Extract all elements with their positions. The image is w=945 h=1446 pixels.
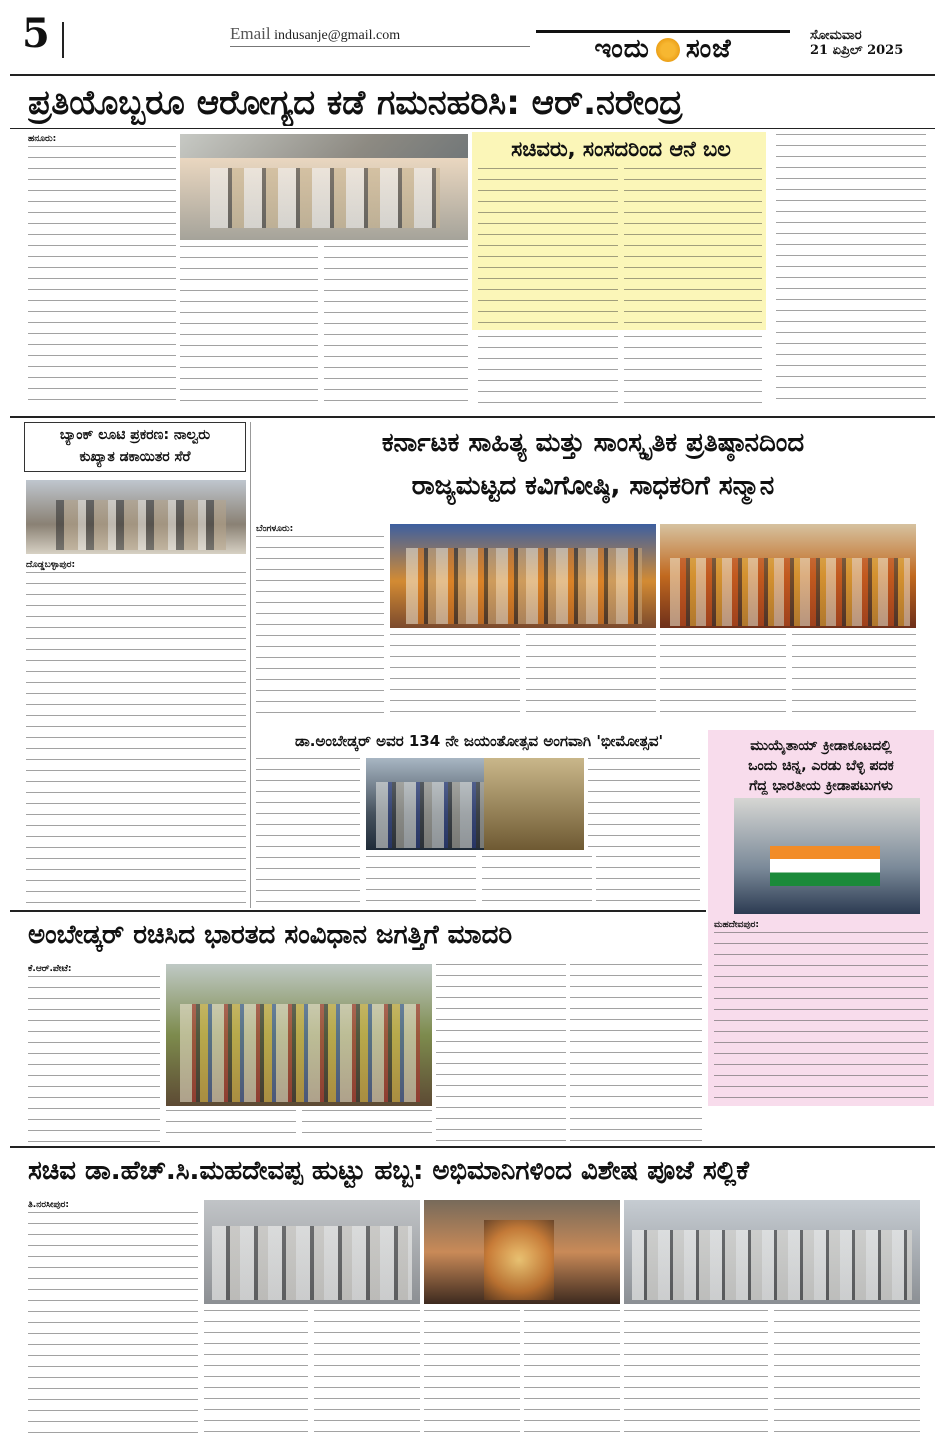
story7-text-col4 (436, 964, 566, 1142)
story6-headline-line1: ಮುಯೈತಾಯ್ ಕ್ರೀಡಾಕೂಟದಲ್ಲಿ (750, 738, 892, 754)
story6-dateline: ಮಹದೇವಪುರ: (714, 920, 760, 930)
story7-headline: ಅಂಬೇಡ್ಕರ್ ರಚಿಸಿದ ಭಾರತದ ಸಂವಿಧಾನ ಜಗತ್ತಿಗೆ ಮಾದರಿ (28, 920, 513, 950)
story1-text-col1 (28, 146, 176, 408)
email-address[interactable]: indusanje@gmail.com (274, 28, 401, 43)
story4-text-col4 (660, 634, 786, 722)
story2-headline: ಸಚಿವರು, ಸಂಸದರಿಂದ ಆನೆ ಬಲ (511, 137, 731, 161)
story4-headline-line1: ಕರ್ನಾಟಕ ಸಾಹಿತ್ಯ ಮತ್ತು ಸಾಂಸ್ಕೃತಿಕ ಪ್ರತಿಷ್ಠಾನದಿಂದ (381, 428, 805, 458)
story3-headline-line2: ಕುಖ್ಯಾತ ಡಕಾಯಿತರ ಸೆರೆ (79, 449, 191, 465)
weekday: ಸೋಮವಾರ (810, 28, 862, 43)
story2-text-col1 (478, 168, 618, 326)
story4-text-col3 (526, 634, 656, 722)
story6-headline-line3: ಗೆದ್ದ ಭಾರತೀಯ ಕ್ರೀಡಾಪಟುಗಳು (749, 778, 893, 794)
section-rule-2 (10, 910, 706, 912)
story8-text-col2 (204, 1310, 308, 1438)
story4-photo-right (660, 524, 916, 628)
column-divider (250, 422, 251, 908)
story8-photo-3 (624, 1200, 920, 1304)
story7-text-col1 (28, 976, 160, 1142)
story8-headline: ಸಚಿವ ಡಾ.ಹೆಚ್.ಸಿ.ಮಹದೇವಪ್ಪ ಹುಟ್ಟು ಹಬ್ಬ: ಅಭಿಮಾನಿಗಳಿಂದ ವಿಶೇಷ ಪೂಜೆ ಸಲ್ಲಿಕೆ (28, 1156, 750, 1186)
story5-text-col4 (482, 856, 592, 904)
story3-text (26, 572, 246, 904)
story8-text-col5 (524, 1310, 620, 1438)
story8-text-col4 (424, 1310, 520, 1438)
story6-text (714, 932, 928, 1102)
logo-text-right: ಸಂಜೆ (685, 34, 732, 64)
story8-text-col6 (624, 1310, 768, 1438)
story2-text-col5 (776, 134, 926, 408)
page-number: 5 (22, 10, 50, 57)
story8-dateline: ತಿ.ನರಸೀಪುರ: (28, 1200, 70, 1210)
story6-photo (734, 798, 920, 914)
masthead-divider (62, 22, 64, 58)
sun-icon (656, 38, 680, 62)
story5-headline: ಡಾ.ಅಂಬೇಡ್ಕರ್ ಅವರ 134 ನೇ ಜಯಂತೋತ್ಸವ ಅಂಗವಾಗಿ 'ಭೀಮೋತ್ಸವ' (294, 732, 664, 750)
story8-text-col1 (28, 1212, 198, 1438)
story4-photo-left (390, 524, 656, 628)
story3-headline-line1: ಬ್ಯಾಂಕ್ ಲೂಟಿ ಪ್ರಕರಣ: ನಾಲ್ವರು (59, 427, 211, 443)
story1-photo-bottom (180, 158, 468, 240)
paper-logo (536, 30, 790, 66)
story4-text-col1 (256, 536, 384, 722)
section-rule-1 (10, 416, 935, 418)
story8-text-col7 (774, 1310, 920, 1438)
story7-text-col5 (570, 964, 702, 1142)
story1-headline: ಪ್ರತಿಯೊಬ್ಬರೂ ಆರೋಗ್ಯದ ಕಡೆ ಗಮನಹರಿಸಿ: ಆರ್.ನರೇಂದ್ರ (28, 83, 683, 123)
story5-text-col5 (596, 856, 700, 904)
story8-photo-1 (204, 1200, 420, 1304)
story5-text-col2 (588, 758, 700, 850)
story2-text-col4 (624, 336, 762, 408)
story7-dateline: ಕೆ.ಆರ್.ಪೇಟೆ: (28, 964, 72, 974)
story5-text-col3 (366, 856, 476, 904)
story5-statue-photo (484, 758, 584, 850)
story4-headline-line2: ರಾಜ್ಯಮಟ್ಟದ ಕವಿಗೋಷ್ಠಿ, ಸಾಧಕರಿಗೆ ಸನ್ಮಾನ (411, 471, 775, 501)
section-rule-3 (10, 1146, 935, 1148)
story2-text-col2 (624, 168, 762, 326)
story3-photo (26, 480, 246, 554)
story1-text-col3 (324, 246, 468, 408)
story5-text-col1 (256, 758, 360, 904)
story4-text-col5 (792, 634, 916, 722)
issue-date: 21 ಏಪ್ರಿಲ್ 2025 (810, 43, 904, 58)
story4-dateline: ಬೆಂಗಳೂರು: (256, 524, 294, 534)
story8-text-col3 (314, 1310, 420, 1438)
story7-photo (166, 964, 432, 1106)
story1-text-col2 (180, 246, 318, 408)
story4-text-col2 (390, 634, 520, 722)
story6-headline-line2: ಒಂದು ಚಿನ್ನ, ಎರಡು ಬೆಳ್ಳಿ ಪದಕ (748, 758, 894, 774)
masthead-rule (10, 74, 935, 76)
email-underline (230, 46, 530, 47)
logo-text-left: ಇಂದು (594, 34, 650, 64)
email-label: Email (230, 24, 271, 43)
story7-text-col3 (302, 1110, 432, 1142)
email-line (230, 24, 400, 44)
story8-photo-2 (424, 1200, 620, 1304)
story1-dateline: ಹನೂರು: (28, 134, 57, 144)
date-block (810, 28, 903, 58)
flag-icon (770, 846, 880, 886)
story1-rule (10, 128, 935, 129)
story7-text-col2 (166, 1110, 296, 1142)
story3-dateline: ದೊಡ್ಡಬಳ್ಳಾಪುರ: (26, 560, 76, 570)
story2-text-col3 (478, 336, 618, 408)
